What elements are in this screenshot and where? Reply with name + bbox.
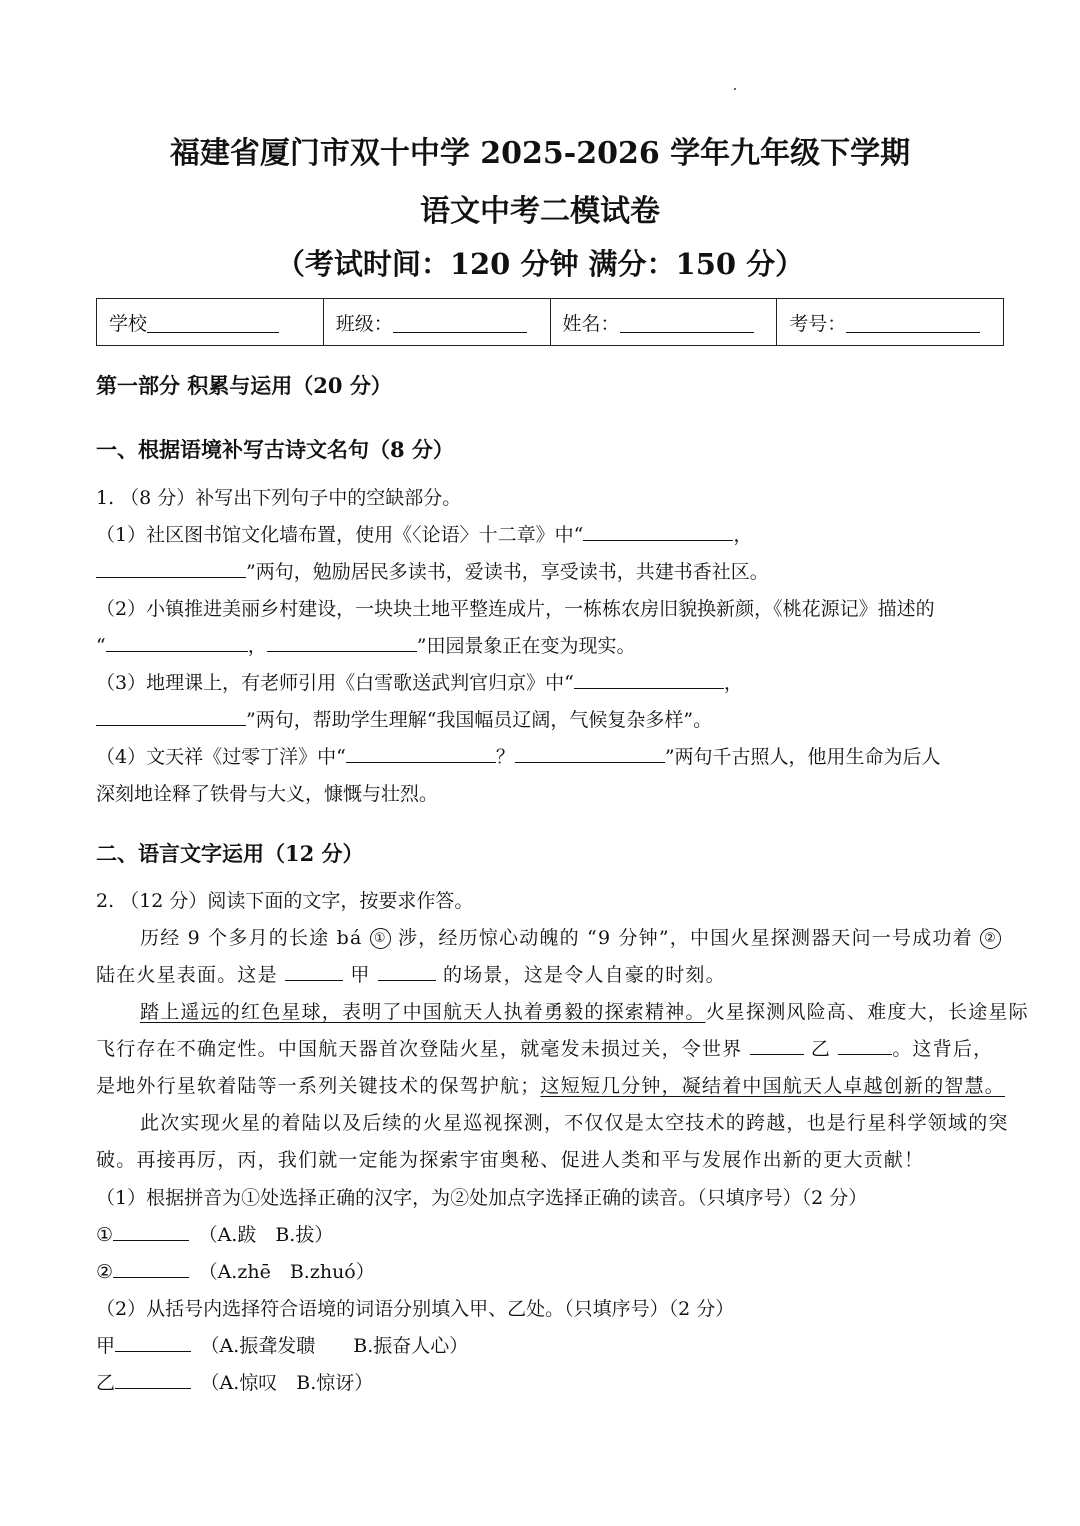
- passage-text: 陆在火星表面。这是: [96, 964, 278, 986]
- passage-text: 甲: [350, 964, 371, 986]
- options: （A.zhē B.zhuó）: [208, 1261, 375, 1283]
- options: （A.惊叹 B.惊讶）: [210, 1372, 374, 1394]
- class-field[interactable]: [393, 312, 527, 333]
- school-label: 学校: [109, 312, 148, 335]
- name-field[interactable]: [620, 312, 754, 333]
- answer-blank[interactable]: [115, 1370, 191, 1389]
- school-field[interactable]: [147, 312, 279, 333]
- number-cell: [777, 299, 1003, 345]
- passage-line-1: [140, 923, 1001, 950]
- circled-number-1: ①: [370, 928, 391, 949]
- name-cell: [551, 299, 778, 345]
- item-number: ①: [96, 1224, 114, 1246]
- q1-item-3: （3）地理课上，有老师引用《白雪歌送武判官归京》中“ ，: [96, 672, 743, 694]
- q1-item-1: （1）社区图书馆文化墙布置，使用《〈论语〉十二章》中“ ，: [96, 524, 753, 546]
- q1-item-4: （4）文天祥《过零丁洋》中“ ？ ”两句千古照人，他用生命为后人: [96, 746, 941, 768]
- answer-blank[interactable]: [574, 670, 724, 689]
- speck: [734, 88, 736, 90]
- q2-sub-2-jia: [96, 1331, 468, 1358]
- q1-item-1-text2: ”两句，勉励居民多读书，爱读书，享受读书，共建书香社区。: [246, 561, 769, 583]
- q1-item-2-cont: “ ， ”田园景象正在变为现实。: [96, 635, 636, 657]
- answer-blank[interactable]: [378, 962, 436, 981]
- exam-title: 福建省厦门市双十中学 2025-2026 学年九年级下学期: [169, 136, 911, 171]
- passage-line-6: 此次实现火星的着陆以及后续的火星巡视探测，不仅仅是太空技术的跨越，也是行星科学领域的突: [140, 1112, 1009, 1134]
- school-cell: [97, 299, 324, 345]
- passage-line-2: [96, 960, 726, 987]
- part-one-heading: 第一部分 积累与运用（20 分）: [96, 373, 392, 398]
- q2-sub-1-a: [96, 1220, 333, 1247]
- exam-time-score: （考试时间：120 分钟 满分：150 分）: [275, 247, 805, 281]
- q1-item-1-cont: [96, 557, 769, 584]
- answer-blank[interactable]: [115, 1333, 191, 1352]
- class-cell: [324, 299, 551, 345]
- circled-number-2: ②: [980, 928, 1001, 949]
- item-label: 甲: [96, 1335, 116, 1357]
- underlined-sentence: 踏上遥远的红色星球，表明了中国航天人执着勇毅的探索精神。: [140, 1001, 706, 1023]
- answer-blank[interactable]: [346, 744, 496, 763]
- passage-line-7: 破。再接再厉，丙，我们就一定能为探索宇宙奥秘、促进人类和平与发展作出新的更大贡献！: [96, 1149, 925, 1171]
- passage-text: 是地外行星软着陆等一系列关键技术的保驾护航；: [96, 1075, 541, 1097]
- q2-sub-2: （2）从括号内选择符合语境的词语分别填入甲、乙处。（只填序号）（2 分）: [96, 1298, 735, 1320]
- answer-blank[interactable]: [838, 1036, 892, 1055]
- q1-item-4-text: （4）文天祥《过零丁洋》中“: [96, 746, 346, 768]
- q1-item-2: （2）小镇推进美丽乡村建设，一块块土地平整连成片，一栋栋农房旧貌换新颜，《桃花源记》描述的: [96, 598, 935, 620]
- student-info-table: [96, 298, 1004, 346]
- answer-blank[interactable]: [583, 522, 733, 541]
- answer-blank[interactable]: [267, 633, 417, 652]
- answer-blank[interactable]: [750, 1036, 804, 1055]
- passage-line-3: [140, 997, 1029, 1024]
- passage-line-5: [96, 1071, 1005, 1098]
- q1-item-3-cont: [96, 705, 712, 732]
- passage-text: 。这背后，: [892, 1038, 994, 1060]
- q1-stem: 1. （8 分）补写出下列句子中的空缺部分。: [96, 487, 462, 509]
- answer-blank[interactable]: [106, 633, 248, 652]
- number-label: 考号：: [789, 312, 847, 335]
- options: （A.跋 B.拔）: [208, 1224, 334, 1246]
- options: （A.振聋发聩 B.振奋人心）: [210, 1335, 469, 1357]
- underlined-sentence: 这短短几分钟，凝结着中国航天人卓越创新的智慧。: [540, 1075, 1006, 1097]
- exam-subtitle: 语文中考二模试卷: [420, 194, 660, 229]
- answer-blank[interactable]: [515, 744, 665, 763]
- section-one-heading: 一、根据语境补写古诗文名句（8 分）: [96, 437, 454, 462]
- answer-blank[interactable]: [96, 559, 246, 578]
- number-field[interactable]: [846, 312, 980, 333]
- q1-item-3-text: （3）地理课上，有老师引用《白雪歌送武判官归京》中“: [96, 672, 574, 694]
- q2-sub-1-b: [96, 1257, 375, 1284]
- class-label: 班级：: [335, 312, 393, 335]
- passage-text: 乙: [810, 1038, 832, 1060]
- passage-line-4: [96, 1034, 993, 1061]
- passage-text: 火星探测风险高、难度大，长途星际: [705, 1001, 1029, 1023]
- name-label: 姓名：: [562, 312, 620, 335]
- answer-blank[interactable]: [96, 707, 246, 726]
- q1-item-1-text: （1）社区图书馆文化墙布置，使用《〈论语〉十二章》中“: [96, 524, 584, 546]
- q2-sub-1: （1）根据拼音为①处选择正确的汉字，为②处加点字选择正确的读音。（只填序号）（2 分）: [96, 1187, 868, 1209]
- answer-blank[interactable]: [285, 962, 343, 981]
- q1-item-4-text2: ”两句千古照人，他用生命为后人: [664, 746, 941, 768]
- passage-text: 飞行存在不确定性。中国航天器首次登陆火星，就毫发未损过关，令世界: [96, 1038, 743, 1060]
- q1-item-2-text2: ”田园景象正在变为现实。: [416, 635, 636, 657]
- item-label: 乙: [96, 1372, 116, 1394]
- passage-text: 涉，经历惊心动魄的 “9 分钟”，中国火星探测器天问一号成功着: [398, 927, 973, 949]
- section-two-heading: 二、语言文字运用（12 分）: [96, 841, 364, 866]
- answer-blank[interactable]: [113, 1222, 189, 1241]
- q1-item-3-text2: ”两句，帮助学生理解“我国幅员辽阔，气候复杂多样”。: [246, 709, 713, 731]
- q2-sub-2-yi: [96, 1368, 373, 1395]
- answer-blank[interactable]: [113, 1259, 189, 1278]
- item-number: ②: [96, 1261, 114, 1283]
- q1-item-4-cont: 深刻地诠释了铁骨与大义，慷慨与壮烈。: [96, 783, 439, 805]
- passage-text: 历经 9 个多月的长途 bá: [140, 927, 363, 949]
- passage-text: 的场景，这是令人自豪的时刻。: [443, 964, 726, 986]
- q2-stem: 2. （12 分）阅读下面的文字，按要求作答。: [96, 890, 474, 912]
